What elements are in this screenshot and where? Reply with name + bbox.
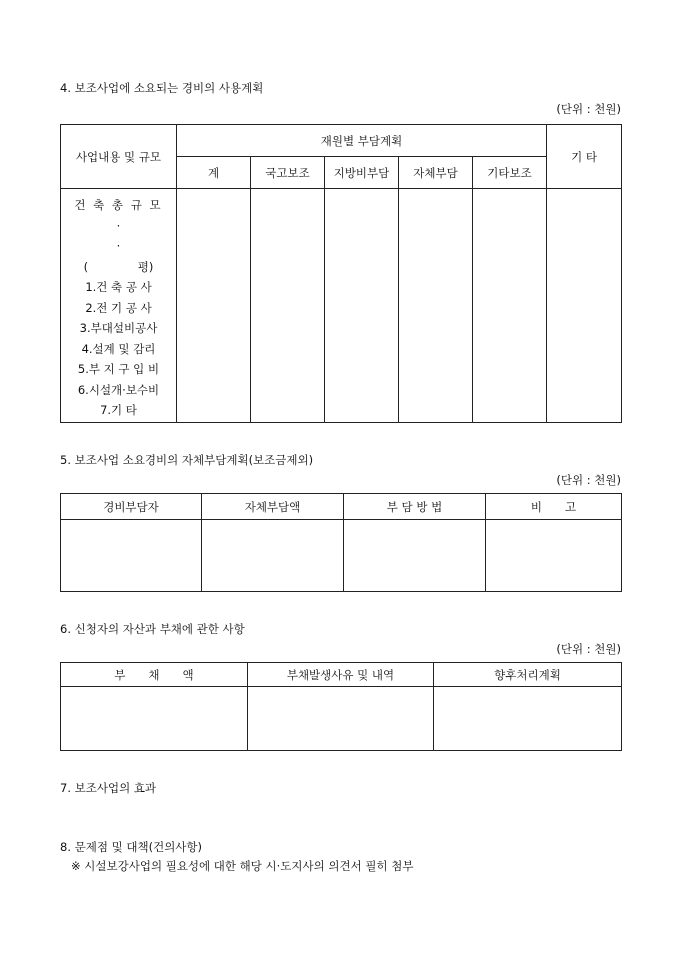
business-items-cell xyxy=(61,189,177,423)
cell-local-burden[interactable] xyxy=(325,189,399,423)
header-debt-reason: 부채발생사유 및 내역 xyxy=(248,663,434,687)
header-total: 계 xyxy=(177,157,251,189)
cell-self-burden[interactable] xyxy=(399,189,473,423)
header-national-subsidy: 국고보조 xyxy=(251,157,325,189)
cell-self-amount[interactable] xyxy=(202,520,344,592)
header-self-amount: 자체부담액 xyxy=(202,494,344,520)
cell-burden-method[interactable] xyxy=(344,520,486,592)
header-business: 사업내용 및 규모 xyxy=(61,125,177,189)
header-burden-party: 경비부담자 xyxy=(61,494,202,520)
item-electrical: 2.전 기 공 사 xyxy=(85,300,152,315)
item-land-purchase: 5.부 지 구 입 비 xyxy=(77,362,160,376)
header-funding-plan: 재원별 부담계획 xyxy=(177,125,547,157)
section4-title: 4. 보조사업에 소요되는 경비의 사용계획 xyxy=(60,81,264,95)
item-area-pyeong: ( 평) xyxy=(83,259,154,274)
section6-title: 6. 신청자의 자산과 부채에 관한 사항 xyxy=(60,622,245,636)
header-self-burden: 자체부담 xyxy=(399,157,473,189)
item-total-scale: 건 축 총 규 모 xyxy=(74,198,163,212)
cell-debt-reason[interactable] xyxy=(248,687,434,751)
cell-debt-amount[interactable] xyxy=(61,687,248,751)
header-debt-amount: 부 채 액 xyxy=(61,663,248,687)
cell-burden-party[interactable] xyxy=(61,520,202,592)
item-facility-repair: 6.시설개·보수비 xyxy=(77,382,160,397)
section5-title: 5. 보조사업 소요경비의 자체부담계획(보조금제외) xyxy=(60,453,314,467)
cell-future-plan[interactable] xyxy=(434,687,622,751)
assets-liabilities-table xyxy=(60,662,622,751)
cell-other-subsidy[interactable] xyxy=(473,189,547,423)
self-burden-table xyxy=(60,493,622,592)
cell-other[interactable] xyxy=(547,189,622,423)
section8-note: ※ 시설보강사업의 필요성에 대한 해당 시·도지사의 의견서 필히 첨부 xyxy=(71,859,414,873)
item-construction: 1.건 축 공 사 xyxy=(85,280,152,294)
header-future-plan: 향후처리계획 xyxy=(434,663,622,687)
section4-unit: (단위 : 천원) xyxy=(556,102,621,116)
item-dot-2: · xyxy=(116,239,121,253)
cell-total[interactable] xyxy=(177,189,251,423)
item-design-supervision: 4.설계 및 감리 xyxy=(81,341,156,356)
item-dot-1: · xyxy=(116,218,121,233)
header-other: 기 타 xyxy=(547,125,622,189)
section5-unit: (단위 : 천원) xyxy=(556,473,621,487)
header-burden-method: 부 담 방 법 xyxy=(344,494,486,520)
section6-unit: (단위 : 천원) xyxy=(556,642,621,656)
header-remarks: 비 고 xyxy=(486,494,622,520)
cell-remarks[interactable] xyxy=(486,520,622,592)
header-other-subsidy: 기타보조 xyxy=(473,157,547,189)
item-auxiliary: 3.부대설비공사 xyxy=(79,321,158,335)
section8-title: 8. 문제점 및 대책(건의사항) xyxy=(60,840,203,854)
item-etc: 7.기 타 xyxy=(100,403,137,417)
header-local-burden: 지방비부담 xyxy=(325,157,399,189)
section7-title: 7. 보조사업의 효과 xyxy=(60,781,157,795)
cell-national-subsidy[interactable] xyxy=(251,189,325,423)
expense-plan-table xyxy=(60,124,622,423)
